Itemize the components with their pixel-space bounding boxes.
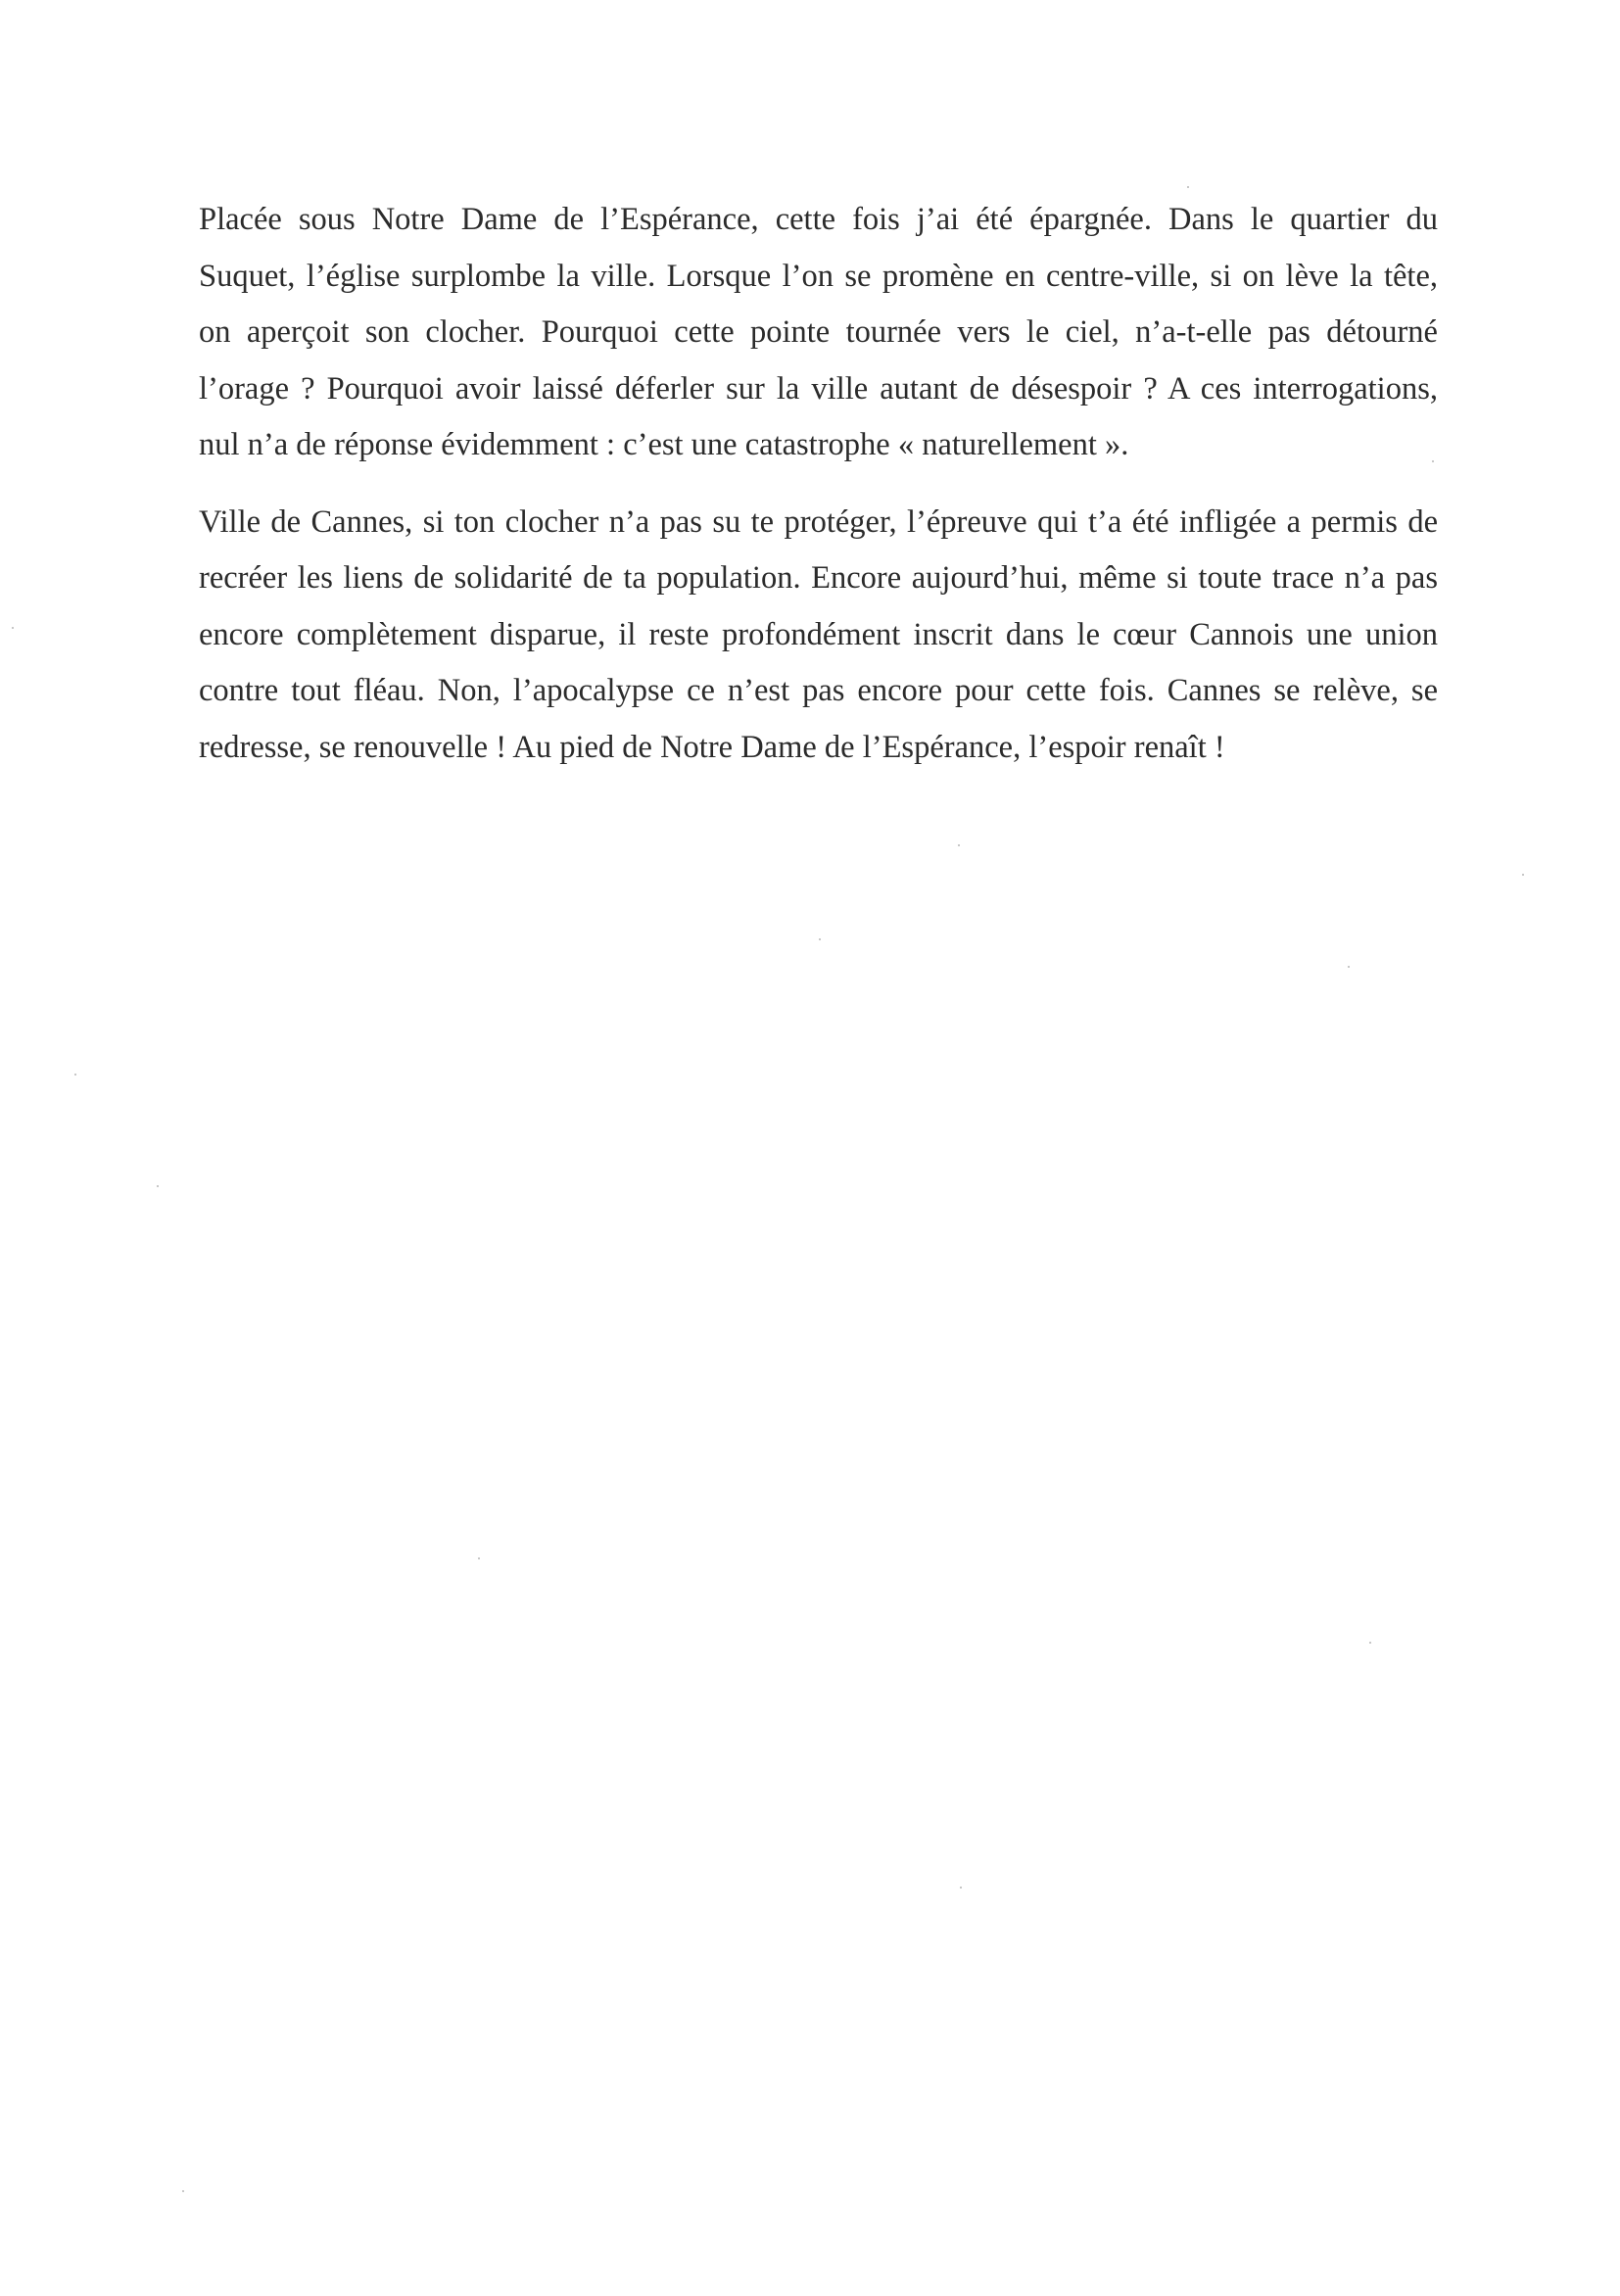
paragraph-line: nul n’a de réponse évidemment : c’est une catastrophe « naturellement ». (199, 427, 1129, 462)
paragraph-line: contre tout fléau. Non, l’apocalypse ce n’est pas encore pour cette fois. Cannes se relève, se (199, 673, 1438, 708)
paragraph-line: Ville de Cannes, si ton clocher n’a pas su te protéger, l’épreuve qui t’a été infligée a permis de (199, 503, 1438, 540)
paragraph-line: redresse, se renouvelle ! Au pied de Notre Dame de l’Espérance, l’espoir renaît ! (199, 729, 1225, 765)
scan-speck (960, 1887, 962, 1889)
paragraph-line: encore complètement disparue, il reste profondément inscrit dans le cœur Cannois une union (199, 616, 1438, 652)
scan-speck (478, 1557, 480, 1559)
scan-speck (958, 844, 960, 846)
scan-speck (1348, 966, 1350, 968)
paragraph-line: Placée sous Notre Dame de l’Espérance, cette fois j’ai été épargnée. Dans le quartier du (199, 202, 1438, 237)
scan-speck (1369, 1642, 1371, 1644)
paragraph-2 (199, 495, 1438, 777)
paragraph-1 (199, 192, 1438, 474)
scan-speck (1432, 460, 1434, 462)
scan-speck (819, 938, 821, 940)
scan-speck (12, 627, 14, 629)
paragraph-line: on aperçoit son clocher. Pourquoi cette pointe tournée vers le ciel, n’a-t-elle pas détourné (199, 314, 1438, 350)
paragraph-spacer (199, 474, 1438, 495)
scan-speck (182, 2190, 184, 2192)
scan-speck (157, 1185, 159, 1187)
paragraph-line: recréer les liens de solidarité de ta population. Encore aujourd’hui, même si toute trace n’a pas (199, 560, 1438, 596)
scan-speck (1187, 186, 1189, 188)
scan-speck (74, 1074, 76, 1076)
document-body (199, 192, 1438, 776)
paragraph-line: l’orage ? Pourquoi avoir laissé déferler sur la ville autant de désespoir ? A ces interrogations, (199, 370, 1438, 407)
scan-speck (1522, 874, 1524, 876)
paragraph-line: Suquet, l’église surplombe la ville. Lorsque l’on se promène en centre-ville, si on lève la tête, (199, 258, 1438, 294)
